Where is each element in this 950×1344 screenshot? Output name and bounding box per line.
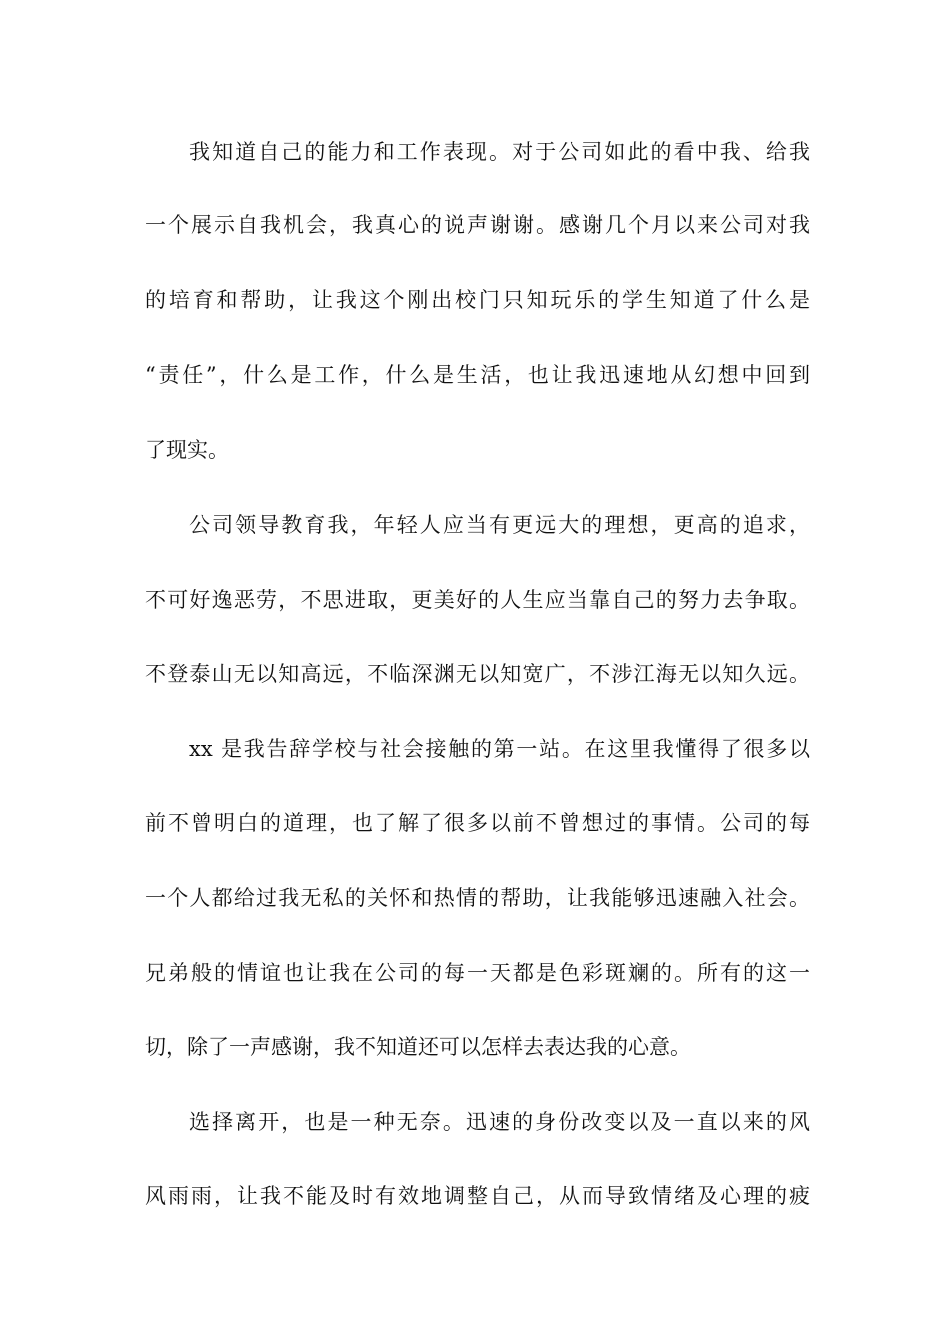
paragraph-line: 了现实。 (145, 438, 229, 462)
paragraph-line: “责任”，什么是工作，什么是生活，也让我迅速地从幻想中回到 (145, 363, 810, 387)
paragraph-line: 公司领导教育我，年轻人应当有更远大的理想，更高的追求， (189, 513, 810, 537)
paragraph-line: 风雨雨，让我不能及时有效地调整自己，从而导致情绪及心理的疲 (145, 1184, 810, 1208)
paragraph-line: 一个人都给过我无私的关怀和热情的帮助，让我能够迅速融入社会。 (145, 886, 810, 910)
paragraph-line: 切，除了一声感谢，我不知道还可以怎样去表达我的心意。 (145, 1035, 691, 1059)
paragraph-line: 我知道自己的能力和工作表现。对于公司如此的看中我、给我 (189, 140, 810, 164)
paragraph-line: xx 是我告辞学校与社会接触的第一站。在这里我懂得了很多以 (189, 737, 810, 761)
paragraph-line: 一个展示自我机会，我真心的说声谢谢。感谢几个月以来公司对我 (145, 213, 810, 237)
paragraph-line: 前不曾明白的道理，也了解了很多以前不曾想过的事情。公司的每 (145, 811, 810, 835)
paragraph-line: 不可好逸恶劳，不思进取，更美好的人生应当靠自己的努力去争取。 (145, 588, 810, 612)
paragraph-line: 兄弟般的情谊也让我在公司的每一天都是色彩斑斓的。所有的这一 (145, 961, 810, 985)
paragraph-line: 不登泰山无以知高远，不临深渊无以知宽广，不涉江海无以知久远。 (145, 662, 810, 686)
paragraph-line: 的培育和帮助，让我这个刚出校门只知玩乐的学生知道了什么是 (145, 288, 810, 312)
paragraph-line: 选择离开，也是一种无奈。迅速的身份改变以及一直以来的风 (189, 1110, 810, 1134)
